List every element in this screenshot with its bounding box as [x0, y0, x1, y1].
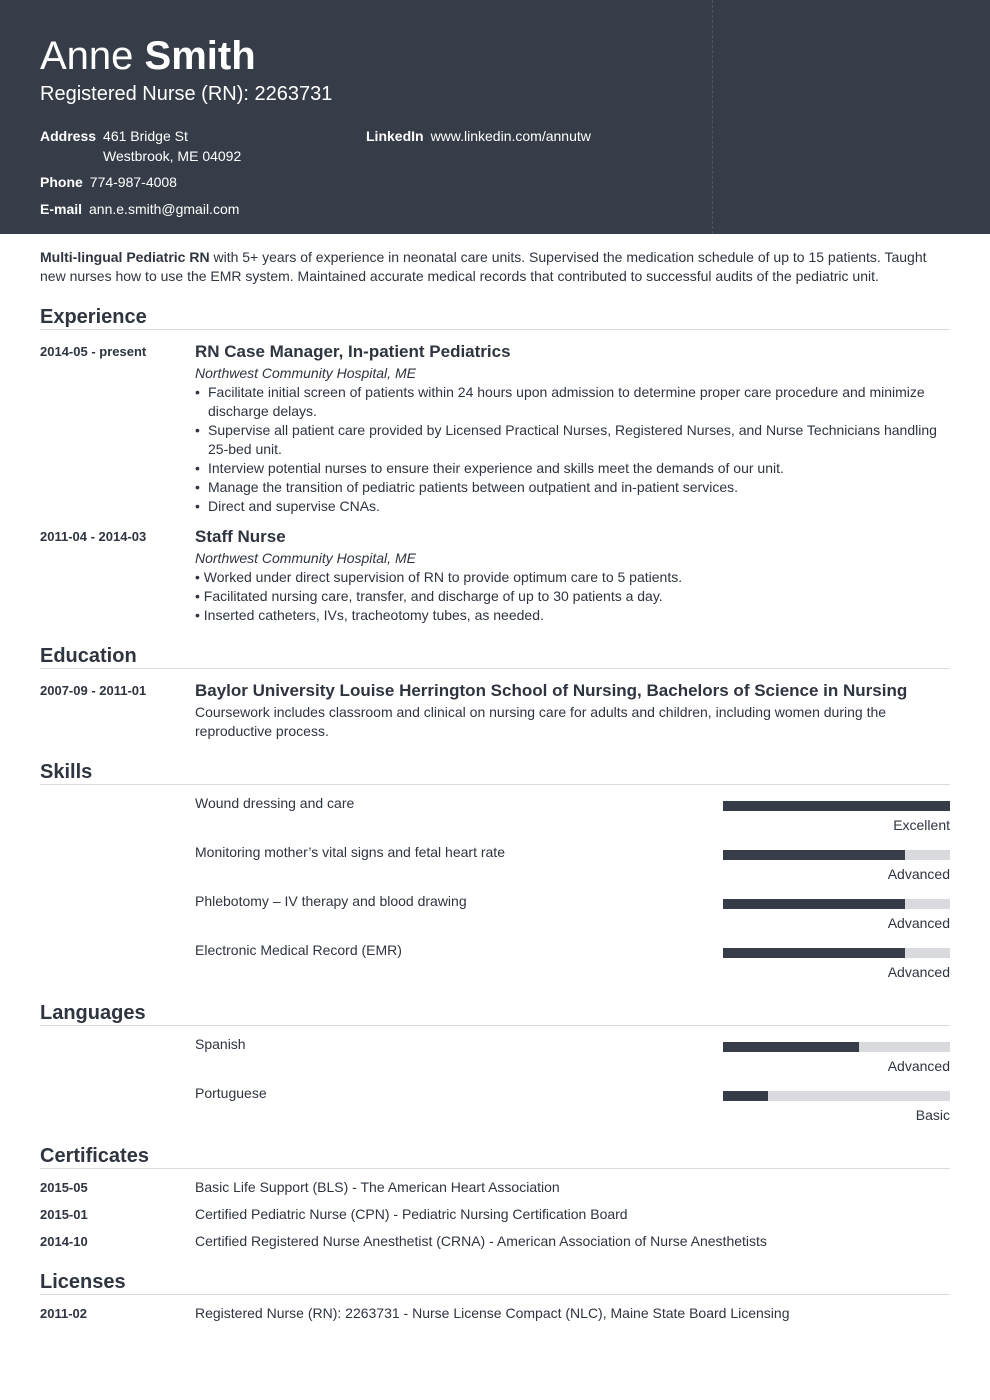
- skill-name: Phlebotomy – IV therapy and blood drawing: [195, 893, 467, 909]
- address-row: [40, 126, 188, 146]
- certificate-text: Basic Life Support (BLS) - The American Heart Association: [195, 1179, 560, 1195]
- skill-level: Excellent: [893, 817, 950, 833]
- language-level: Basic: [915, 1107, 950, 1123]
- address-line1: 461 Bridge St: [103, 128, 188, 144]
- language-level-fill: [723, 1091, 768, 1101]
- job-bullets: [195, 383, 950, 516]
- skill-level: Advanced: [887, 866, 950, 882]
- certificate-date: 2015-05: [40, 1180, 88, 1195]
- skill-level: Advanced: [887, 964, 950, 980]
- languages-rule: [40, 1025, 950, 1026]
- skills-rule: [40, 784, 950, 785]
- language-name: Portuguese: [195, 1085, 267, 1101]
- summary-text: with 5+ years of experience in neonatal care units. Supervised the medication schedule of up to 15 patients. Taught new nurses how to use the EMR system. Maintained accurate medical records that contributed to successful audits of the pediatric unit.: [40, 249, 927, 284]
- licenses-heading: Licenses: [40, 1271, 126, 1293]
- email-label: E-mail: [40, 201, 83, 217]
- skill-name: Electronic Medical Record (EMR): [195, 942, 402, 958]
- license-text: Registered Nurse (RN): 2263731 - Nurse License Compact (NLC), Maine State Board Licensing: [195, 1305, 790, 1321]
- skill-name: Monitoring mother’s vital signs and fetal heart rate: [195, 844, 505, 860]
- job-company: Northwest Community Hospital, ME: [195, 550, 416, 566]
- experience-rule: [40, 329, 950, 330]
- job-bullet: • Manage the transition of pediatric patients between outpatient and in-patient services.: [195, 478, 950, 497]
- skill-level-bar: [723, 850, 950, 860]
- header-divider: [712, 0, 713, 234]
- language-level-bar: [723, 1042, 950, 1052]
- job-bullet: • Direct and supervise CNAs.: [195, 497, 950, 516]
- last-name: Smith: [144, 34, 256, 78]
- skill-level-fill: [723, 850, 905, 860]
- education-description: Coursework includes classroom and clinical on nursing care for adults and children, including women during the reproductive process.: [195, 704, 887, 739]
- linkedin-link[interactable]: www.linkedin.com/annutw: [430, 128, 591, 144]
- phone-row: [40, 172, 177, 192]
- summary-lead: Multi-lingual Pediatric RN: [40, 249, 210, 265]
- certificate-text: Certified Pediatric Nurse (CPN) - Pediatric Nursing Certification Board: [195, 1206, 628, 1222]
- linkedin-label: LinkedIn: [366, 128, 424, 144]
- phone-label: Phone: [40, 174, 83, 190]
- education-title: Baylor University Louise Herrington School of Nursing, Bachelors of Science in Nursing: [195, 681, 908, 700]
- skill-level-fill: [723, 899, 905, 909]
- first-name: Anne: [40, 34, 134, 78]
- licenses-rule: [40, 1294, 950, 1295]
- certificates-heading: Certificates: [40, 1145, 149, 1167]
- job-duty-line: • Facilitated nursing care, transfer, and discharge of up to 30 patients a day.: [195, 588, 663, 604]
- skill-name: Wound dressing and care: [195, 795, 355, 811]
- job-headline: Registered Nurse (RN): 2263731: [40, 83, 333, 105]
- phone-value: 774-987-4008: [89, 174, 177, 190]
- job-title: RN Case Manager, In-patient Pediatrics: [195, 342, 511, 361]
- skill-level-fill: [723, 801, 950, 811]
- education-dates: 2007-09 - 2011-01: [40, 683, 147, 698]
- skill-level: Advanced: [887, 915, 950, 931]
- education-heading: Education: [40, 645, 137, 667]
- job-duty-line: • Inserted catheters, IVs, tracheotomy tubes, as needed.: [195, 607, 544, 623]
- job-duty-line: • Worked under direct supervision of RN to provide optimum care to 5 patients.: [195, 569, 683, 585]
- certificate-date: 2015-01: [40, 1207, 88, 1222]
- language-level-fill: [723, 1042, 859, 1052]
- skills-heading: Skills: [40, 761, 93, 783]
- job-bullet: • Facilitate initial screen of patients within 24 hours upon admission to determine proper care procedure and minimize discharge delays.: [195, 383, 950, 421]
- skill-level-bar: [723, 899, 950, 909]
- address-label: Address: [40, 128, 97, 144]
- experience-heading: Experience: [40, 306, 147, 328]
- resume-header: [0, 0, 990, 234]
- language-name: Spanish: [195, 1036, 246, 1052]
- email-row: [40, 199, 239, 219]
- skill-level-fill: [723, 948, 905, 958]
- certificates-rule: [40, 1168, 950, 1169]
- job-dates: 2014-05 - present: [40, 344, 147, 359]
- education-rule: [40, 668, 950, 669]
- linkedin-row: [366, 126, 591, 146]
- email-link[interactable]: ann.e.smith@gmail.com: [89, 201, 240, 217]
- job-bullet: • Interview potential nurses to ensure their experience and skills meet the demands of our unit.: [195, 459, 950, 478]
- skill-level-bar: [723, 948, 950, 958]
- language-level-bar: [723, 1091, 950, 1101]
- languages-heading: Languages: [40, 1002, 146, 1024]
- language-level: Advanced: [887, 1058, 950, 1074]
- job-company: Northwest Community Hospital, ME: [195, 365, 416, 381]
- candidate-name: [40, 33, 256, 79]
- license-date: 2011-02: [40, 1306, 87, 1321]
- job-bullet: • Supervise all patient care provided by Licensed Practical Nurses, Registered Nurses, and Nurse Technicians handling 25-bed unit.: [195, 421, 950, 459]
- certificate-date: 2014-10: [40, 1234, 88, 1249]
- job-title: Staff Nurse: [195, 527, 286, 546]
- certificate-text: Certified Registered Nurse Anesthetist (CRNA) - American Association of Nurse Anesthetists: [195, 1233, 767, 1249]
- profile-summary: [40, 248, 950, 286]
- skill-level-bar: [723, 801, 950, 811]
- job-duties: [195, 568, 950, 625]
- job-dates: 2011-04 - 2014-03: [40, 529, 147, 544]
- address-line2: Westbrook, ME 04092: [103, 148, 242, 164]
